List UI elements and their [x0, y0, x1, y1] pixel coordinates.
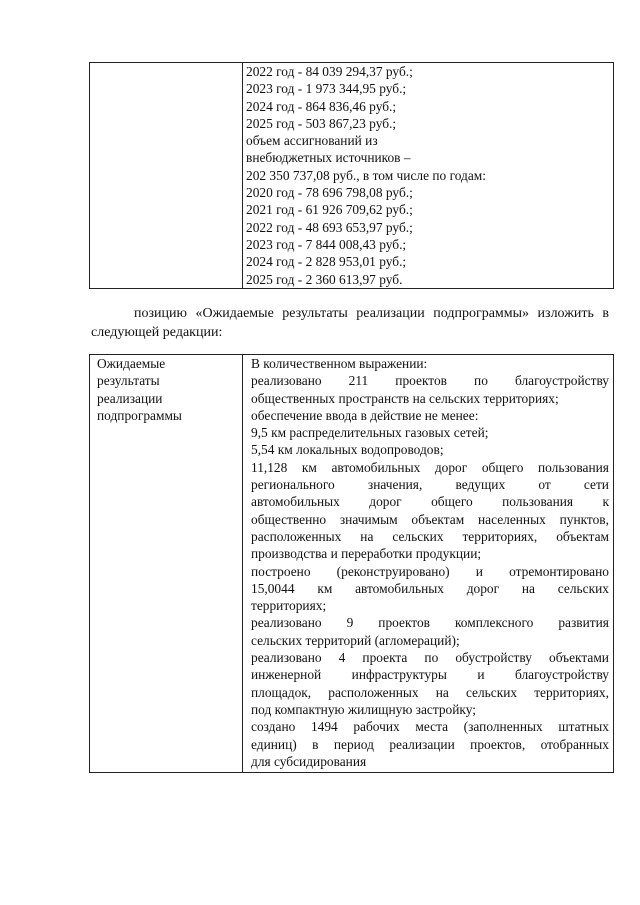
- results-line: общественных пространств на сельских территориях;: [251, 390, 559, 406]
- funding-line: внебюджетных источников –: [246, 150, 411, 166]
- results-line: под компактную жилищную застройку;: [251, 701, 476, 717]
- results-line: построено (реконструировано) и отремонтировано: [251, 563, 609, 579]
- results-label-line: Ожидаемые: [97, 356, 166, 371]
- funding-line: 2021 год - 61 926 709,62 руб.;: [246, 202, 413, 218]
- results-label: [90, 355, 242, 424]
- results-line: общественно значимым объектам населенных пунктов,: [251, 511, 609, 527]
- results-line: реализовано 211 проектов по благоустройству: [251, 373, 609, 389]
- results-line: автомобильных дорог общего пользования к: [251, 494, 609, 510]
- results-label-cell: [90, 355, 243, 773]
- results-line: 5,54 км локальных водопроводов;: [251, 442, 444, 458]
- funding-line: объем ассигнований из: [246, 133, 378, 149]
- funding-line: 2023 год - 7 844 008,43 руб.;: [246, 236, 407, 252]
- funding-line: 2022 год - 84 039 294,37 руб.;: [246, 64, 413, 79]
- results-label-line: реализации: [97, 390, 163, 406]
- results-line: для субсидирования: [251, 753, 367, 769]
- funding-line: 202 350 737,08 руб., в том числе по годам:: [246, 167, 486, 183]
- results-line: реализовано 9 проектов комплексного развития: [251, 615, 609, 631]
- funding-line: 2024 год - 864 836,46 руб.;: [246, 98, 397, 114]
- funding-line: 2023 год - 1 973 344,95 руб.;: [246, 81, 407, 97]
- results-line: 9,5 км распределительных газовых сетей;: [251, 425, 489, 441]
- results-line: единиц) в период реализации проектов, отобранных: [251, 736, 609, 752]
- funding-cell: [243, 63, 614, 289]
- instruction-paragraph: позицию «Ожидаемые результаты реализации подпрограммы» изложить в следующей редакции:: [91, 306, 609, 340]
- results-line: производства и переработки продукции;: [251, 546, 482, 562]
- results-line: обеспечение ввода в действие не менее:: [251, 407, 479, 423]
- results-line: сельских территорий (агломераций);: [251, 632, 460, 648]
- funding-line: 2022 год - 48 693 653,97 руб.;: [246, 219, 413, 235]
- results-line: В количественном выражении:: [251, 356, 428, 371]
- results-line: территориях;: [251, 598, 327, 614]
- funding-line: 2020 год - 78 696 798,08 руб.;: [246, 185, 413, 201]
- funding-lines: [243, 63, 613, 288]
- funding-table-continuation: [89, 62, 614, 289]
- results-content: [243, 355, 613, 770]
- results-label-line: подпрограммы: [97, 407, 182, 423]
- results-line: 15,0044 км автомобильных дорог на сельских: [251, 580, 609, 596]
- expected-results-table: [89, 354, 614, 773]
- results-line: инженерной инфраструктуры и благоустройству: [251, 667, 609, 683]
- funding-line: 2025 год - 503 867,23 руб.;: [246, 115, 397, 131]
- results-content-cell: [243, 355, 614, 773]
- funding-line: 2024 год - 2 828 953,01 руб.;: [246, 254, 407, 270]
- funding-line: 2025 год - 2 360 613,97 руб.: [246, 271, 403, 287]
- results-line: 11,128 км автомобильных дорог общего пользования: [251, 459, 609, 475]
- results-line: площадок, расположенных на сельских территориях,: [251, 684, 609, 700]
- results-line: регионального значения, ведущих от сети: [251, 477, 609, 493]
- results-line: расположенных на сельских территориях, объектам: [251, 528, 609, 544]
- results-line: создано 1494 рабочих места (заполненных штатных: [251, 719, 609, 735]
- results-line: реализовано 4 проекта по обустройству объектами: [251, 650, 609, 666]
- results-label-line: результаты: [97, 373, 160, 389]
- table-row: [90, 355, 614, 773]
- table-row: [90, 63, 614, 289]
- empty-left-cell: [90, 63, 243, 289]
